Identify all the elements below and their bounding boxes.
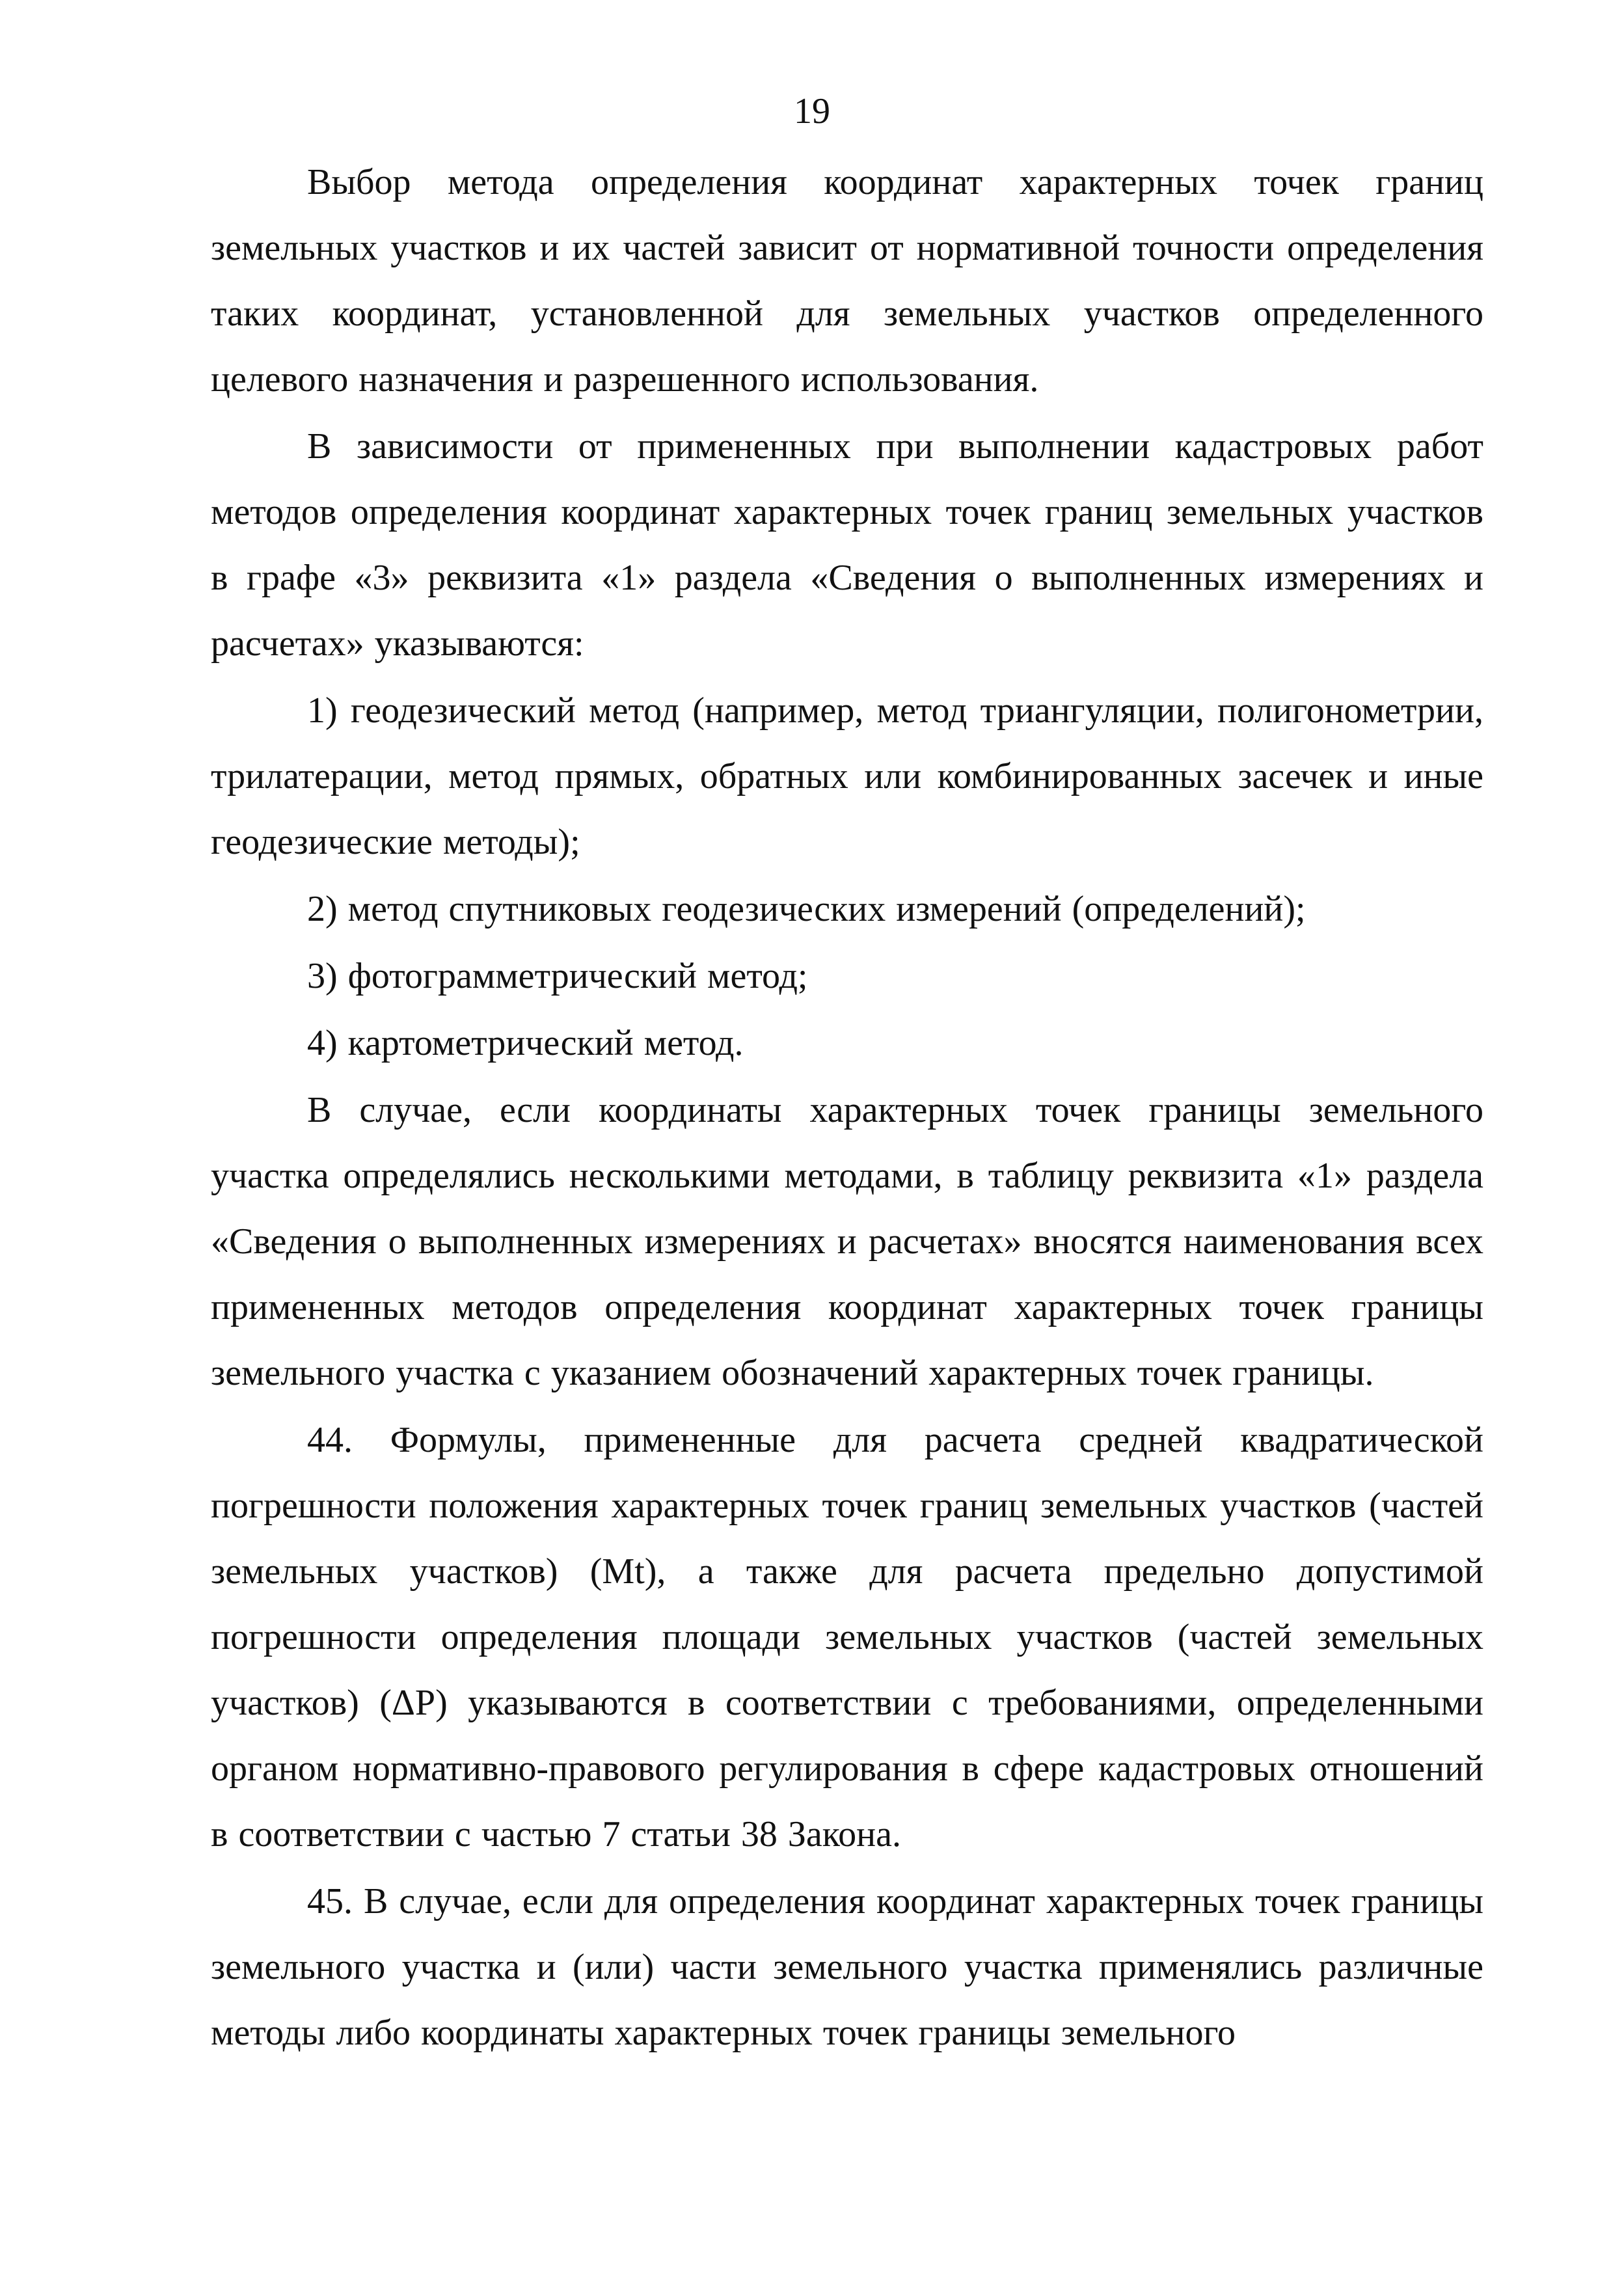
list-item-photogrammetric-method: 3) фотограмметрический метод; (307, 956, 808, 996)
paragraph-44-formulas: 44. Формулы, примененные для расчета средней квадратической погрешности положения характерных точек границ земельных участков (частей земельных участков) (Mt), а также для расчета предельно допустимой погрешности определения площади земельных участков (частей земельных участков) (ΔР) указываются в соответствии с требованиями, определенными органом нормативно-правового регулирования в сфере кадастровых отношений в соответствии с частью 7 статьи 38 Закона. (211, 1420, 1483, 1854)
list-item-geodetic-method: 1) геодезический метод (например, метод триангуляции, полигонометрии, трилатерации, метод прямых, обратных или комбинированных засечек и иные геодезические методы); (211, 690, 1483, 862)
paragraph-multiple-methods: В случае, если координаты характерных точек границы земельного участка определялись несколькими методами, в таблицу реквизита «1» раздела «Сведения о выполненных измерениях и расчетах» вносятся наименования всех примененных методов определения координат характерных точек границы земельного участка с указанием обозначений характерных точек границы. (211, 1090, 1483, 1393)
paragraph-methods-intro: В зависимости от примененных при выполнении кадастровых работ методов определения координат характерных точек границ земельных участков в графе «3» реквизита «1» раздела «Сведения о выполненных измерениях и расчетах» указываются: (211, 426, 1483, 664)
list-item-cartometric-method: 4) картометрический метод. (307, 1023, 744, 1063)
page-number: 19 (794, 91, 830, 131)
document-body (211, 150, 1483, 2067)
paragraph-45-various-methods: 45. В случае, если для определения координат характерных точек границы земельного участка и (или) части земельного участка применялись различные методы либо координаты характерных точек границы земельного (211, 1881, 1483, 2053)
paragraph-method-choice: Выбор метода определения координат характерных точек границ земельных участков и их частей зависит от нормативной точности определения таких координат, установленной для земельных участков определенного целевого назначения и разрешенного использования. (211, 162, 1483, 400)
list-item-satellite-method: 2) метод спутниковых геодезических измерений (определений); (307, 889, 1306, 929)
